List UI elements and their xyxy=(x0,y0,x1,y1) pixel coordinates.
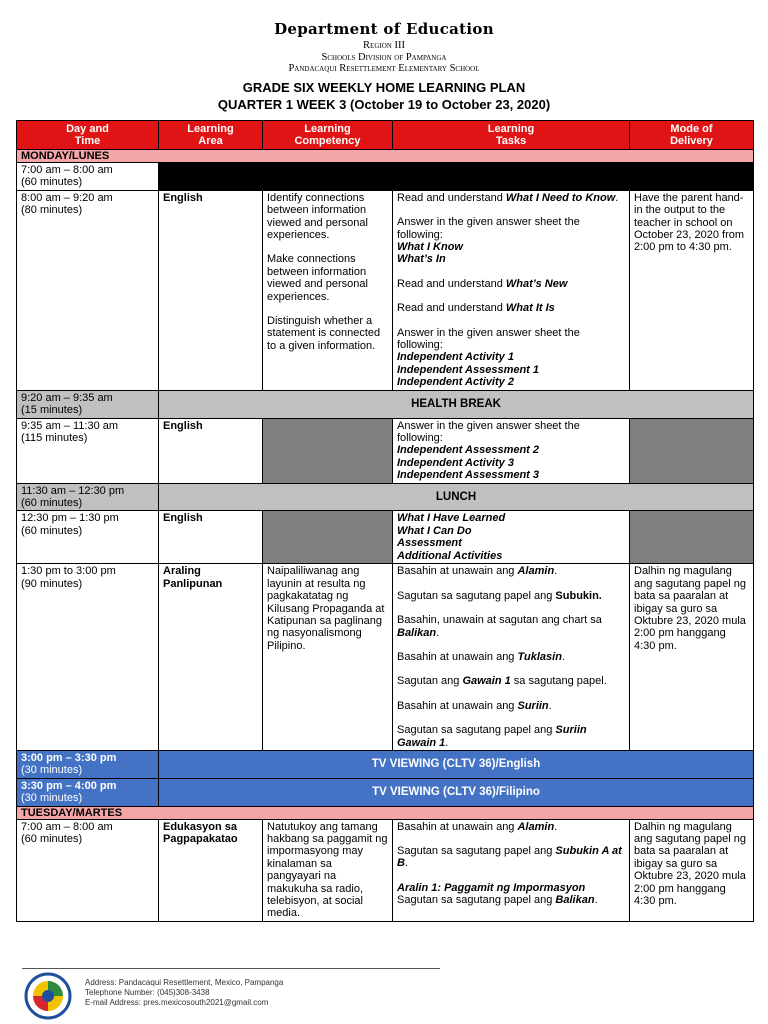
col-tasks: Learning Tasks xyxy=(393,121,630,150)
table-row xyxy=(17,418,754,483)
tasks-cell: Basahin at unawain ang Alamin. Sagutan sa sagutang papel ang Subukin. Basahin, unawain at sagutan ang chart sa Balikan. Basahin at unawain ang Tuklasin. Sagutan ang Gawain 1 sa sagutang papel. Basahin at unawain ang Suriin. Sagutan sa sagutang papel ang Suriin Gawain 1. xyxy=(393,564,630,751)
table-row xyxy=(17,390,754,418)
competency-cell: Identify connections between information viewed and personal experiences. Make connections between information viewed and personal experiences. Distinguish whether a statement is connected to a given information. xyxy=(263,190,393,390)
plan-subtitle: QUARTER 1 WEEK 3 (October 19 to October 23, 2020) xyxy=(217,97,551,112)
day-row-monday xyxy=(17,150,754,163)
time-cell: 7:00 am – 8:00 am (60 minutes) xyxy=(17,163,159,191)
tasks-cell: Answer in the given answer sheet the following: Independent Assessment 2 Independent Activity 3 Independent Assessment 3 xyxy=(393,418,630,483)
col-day-time: Day and Time xyxy=(17,121,159,150)
delivery-cell: Have the parent hand-in the output to the teacher in school on October 23, 2020 from 2:00 pm to 4:30 pm. xyxy=(630,190,754,390)
delivery-cell: Dalhin ng magulang ang sagutang papel ng bata sa paaralan at ibigay sa guro sa Oktubre 23, 2020 mula 2:00 pm hanggang 4:30 pm. xyxy=(630,819,754,921)
learning-plan-table xyxy=(16,120,754,922)
table-header-row xyxy=(17,121,754,150)
day-row-tuesday xyxy=(17,806,754,819)
table-row xyxy=(17,190,754,390)
table-row xyxy=(17,163,754,191)
deped-header: Department of Education xyxy=(274,20,494,38)
lunch-cell: LUNCH xyxy=(159,483,754,511)
competency-cell: Natutukoy ang tamang hakbang sa paggamit ng impormasyong may kinalaman sa pangyayari na makukuha sa radio, telebisyon, at social media. xyxy=(263,819,393,921)
table-row xyxy=(17,483,754,511)
time-cell: 11:30 am – 12:30 pm (60 minutes) xyxy=(17,483,159,511)
footer-contact xyxy=(85,978,283,1008)
area-cell: English xyxy=(159,418,263,483)
col-competency: Learning Competency xyxy=(263,121,393,150)
time-cell: 12:30 pm – 1:30 pm (60 minutes) xyxy=(17,511,159,564)
delivery-cell: Dalhin ng magulang ang sagutang papel ng bata sa paaralan at ibigay sa guro sa Oktubre 23, 2020 mula 2:00 pm hanggang 4:30 pm. xyxy=(630,564,754,751)
empty-cell xyxy=(263,511,393,564)
division: Schools Division of Pampanga xyxy=(321,51,447,63)
tasks-cell: Read and understand What I Need to Know. Answer in the given answer sheet the following: What I Know What’s In Read and understand What’s New Read and understand What It Is Answer in the given answer sheet the following: Independent Activity 1 Independent Assessment 1 Independent Activity 2 xyxy=(393,190,630,390)
time-cell: 8:00 am – 9:20 am (80 minutes) xyxy=(17,190,159,390)
time-cell: 9:20 am – 9:35 am (15 minutes) xyxy=(17,390,159,418)
area-cell: English xyxy=(159,190,263,390)
footer-address: Address: Pandacaqui Resettlement, Mexico, Pampanga xyxy=(85,978,284,987)
area-cell: Edukasyon sa Pagpapakatao xyxy=(159,819,263,921)
table-row xyxy=(17,751,754,779)
table-row xyxy=(17,819,754,921)
school-info xyxy=(0,40,768,75)
table-row xyxy=(17,511,754,564)
empty-cell xyxy=(630,418,754,483)
footer-phone: Telephone Number: (045)308-3438 xyxy=(85,988,210,997)
col-delivery: Mode of Delivery xyxy=(630,121,754,150)
col-learning-area: Learning Area xyxy=(159,121,263,150)
competency-cell: Naipaliliwanag ang layunin at resulta ng pagkakatatag ng Kilusang Propaganda at Katipunan sa paglinang ng nasyonalismong Pilipino. xyxy=(263,564,393,751)
time-cell: 1:30 pm to 3:00 pm (90 minutes) xyxy=(17,564,159,751)
tasks-cell: What I Have Learned What I Can Do Assessment Additional Activities xyxy=(393,511,630,564)
blocked-cell xyxy=(159,163,754,191)
school-name: Pandacaqui Resettlement Elementary School xyxy=(288,63,480,74)
empty-cell xyxy=(263,418,393,483)
empty-cell xyxy=(630,511,754,564)
table-row xyxy=(17,564,754,751)
tv-viewing-english: TV VIEWING (CLTV 36)/English xyxy=(159,751,754,779)
area-cell: Araling Panlipunan xyxy=(159,564,263,751)
time-cell: 3:30 pm – 4:00 pm (30 minutes) xyxy=(17,778,159,806)
tasks-cell: Basahin at unawain ang Alamin. Sagutan sa sagutang papel ang Subukin A at B. Aralin 1: Paggamit ng Impormasyon Sagutan sa sagutang papel ang Balikan. xyxy=(393,819,630,921)
footer-divider xyxy=(22,968,440,969)
day-label: TUESDAY/MARTES xyxy=(17,806,754,819)
time-cell: 7:00 am – 8:00 am (60 minutes) xyxy=(17,819,159,921)
footer-email: E-mail Address: pres.mexicosouth2021@gmail.com xyxy=(85,998,269,1007)
health-break-cell: HEALTH BREAK xyxy=(159,390,754,418)
tv-viewing-filipino: TV VIEWING (CLTV 36)/Filipino xyxy=(159,778,754,806)
area-cell: English xyxy=(159,511,263,564)
time-cell: 9:35 am – 11:30 am (115 minutes) xyxy=(17,418,159,483)
table-row xyxy=(17,778,754,806)
day-label: MONDAY/LUNES xyxy=(17,150,754,163)
school-logo-icon xyxy=(24,972,72,1020)
region: Region III xyxy=(363,40,405,51)
time-cell: 3:00 pm – 3:30 pm (30 minutes) xyxy=(17,751,159,779)
plan-title: GRADE SIX WEEKLY HOME LEARNING PLAN xyxy=(242,80,526,95)
